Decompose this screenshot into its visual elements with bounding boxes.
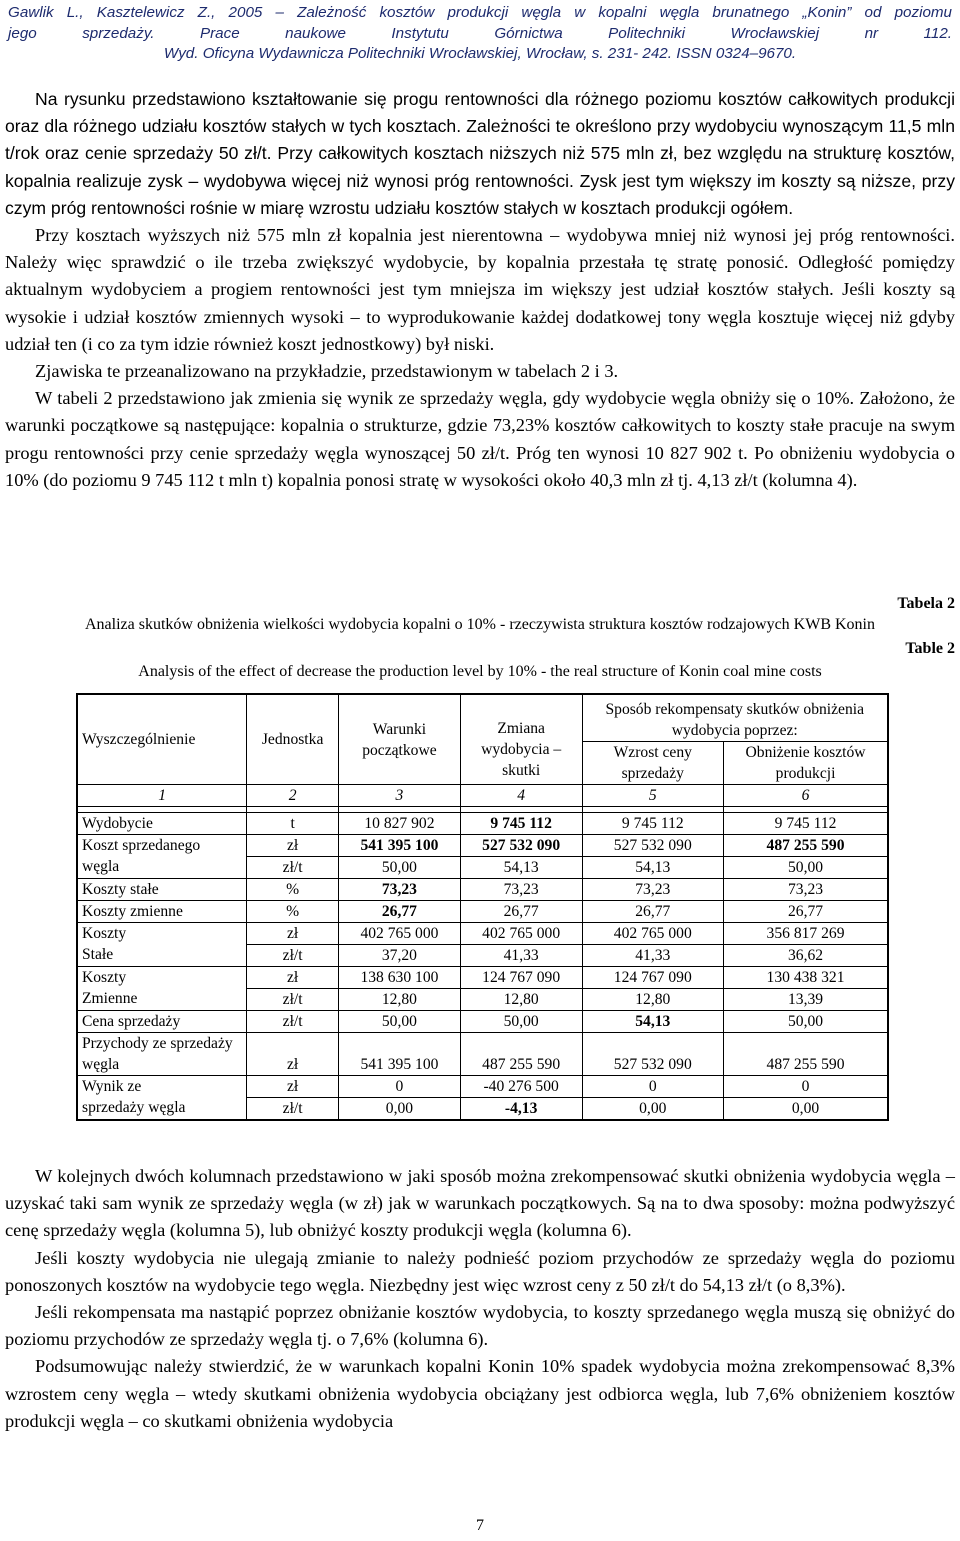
cell: 402 765 000	[460, 923, 582, 945]
citation-line-1: Gawlik L., Kasztelewicz Z., 2005 – Zależność kosztów produkcji węgla w kopalni węgla brunatnego „Konin” od poziomu	[8, 4, 952, 21]
cell: t	[247, 813, 339, 835]
cell: Koszty zmienne	[77, 901, 247, 923]
cell: 487 255 590	[724, 835, 888, 857]
cell	[77, 923, 247, 967]
cell: %	[247, 879, 339, 901]
cell: 5	[582, 785, 724, 807]
data-table	[76, 693, 889, 1121]
cell: 541 395 100	[339, 835, 461, 857]
paragraph: W tabeli 2 przedstawiono jak zmienia się wynik ze sprzedaży węgla, gdy wydobycie węgla obniży się o 10%. Założono, że warunki początkowe są następujące: kopalnia o strukturze, gdzie 73,23% kosztów całkowitych to koszty stałe pracuje na swym progu rentowności przy cenie sprzedaży węgla wynoszącej 50 zł/t. Próg ten wynosi 10 827 902 t. Po obniżeniu wydobycia o 10% (do poziomu 9 745 112 t mln t) kopalnia ponosi stratę w wysokości około 40,3 mln zł tj. 4,13 zł/t (kolumna 4).	[5, 388, 955, 490]
cell-line: Koszt sprzedanego	[82, 837, 201, 854]
cell: 50,00	[724, 857, 888, 879]
table-row	[77, 879, 888, 901]
cell: 73,23	[339, 879, 461, 901]
cell-line: węgla	[82, 858, 120, 875]
paragraph: Przy kosztach wyższych niż 575 mln zł kopalnia jest nierentowna – wydobywa mniej niż wynosi jej próg rentowności. Należy więc sprawdzić o ile trzeba zwiększyć wydobycie, by kopalnia przestała tę stratę ponosić. Odległość pomiędzy aktualnym wydobyciem a progiem rentowności jest tym mniejsza im większy jest udział kosztów stałych. Jeśli koszty są wysokie i udział kosztów zmiennych wysoki – to wyprodukowanie każdej dodatkowej tony węgla kosztuje więcej niż gdyby udział ten (i co za tym idzie również koszt jednostkowy) był niski.	[5, 225, 955, 354]
cell-line: Wynik ze	[82, 1078, 142, 1095]
cell: zł	[247, 923, 339, 945]
paragraph: Jeśli koszty wydobycia nie ulegają zmianie to należy podnieść poziom przychodów ze sprzedaży węgla do poziomu ponoszonych kosztów na wydobycie tego węgla. Niezbędny jest więc wzrost ceny z 50 zł/t do 54,13 zł/t (o 8,3%).	[5, 1247, 955, 1295]
cell: 50,00	[339, 857, 461, 879]
header-cell: Obniżenie kosztów produkcji	[724, 742, 888, 785]
header-cell: Warunki początkowe	[339, 694, 461, 785]
cell: 356 817 269	[724, 923, 888, 945]
cell: 26,77	[724, 901, 888, 923]
cell: 0	[339, 1076, 461, 1098]
cell: Koszty stałe	[77, 879, 247, 901]
table-row	[77, 785, 888, 807]
cell: zł/t	[247, 1098, 339, 1121]
cell-line: Stałe	[82, 946, 114, 963]
cell: 541 395 100	[339, 1033, 461, 1076]
cell: 487 255 590	[460, 1033, 582, 1076]
cell: 36,62	[724, 945, 888, 967]
cell: 9 745 112	[724, 813, 888, 835]
cell: 527 532 090	[582, 835, 724, 857]
cell: Przychody ze sprzedaży węgla	[77, 1033, 247, 1076]
cell: zł	[247, 1076, 339, 1098]
cell: 12,80	[460, 989, 582, 1011]
cell: 50,00	[460, 1011, 582, 1033]
header-cell: Jednostka	[247, 694, 339, 785]
cell-line: Koszty	[82, 969, 127, 986]
cell: 0	[582, 1076, 724, 1098]
table-row	[77, 1011, 888, 1033]
cell: 9 745 112	[582, 813, 724, 835]
cell	[77, 835, 247, 879]
cell-line: Koszty	[82, 925, 127, 942]
table-row	[77, 923, 888, 945]
cell	[77, 967, 247, 1011]
table-label-en: Table 2	[905, 640, 955, 657]
citation-header	[0, 0, 960, 69]
cell: zł/t	[247, 945, 339, 967]
cell: 124 767 090	[460, 967, 582, 989]
cell: 527 532 090	[582, 1033, 724, 1076]
cell: 402 765 000	[339, 923, 461, 945]
cell: Cena sprzedaży	[77, 1011, 247, 1033]
cell: -40 276 500	[460, 1076, 582, 1098]
paragraph: Na rysunku przedstawiono kształtowanie się progu rentowności dla różnego poziomu kosztów całkowitych produkcji oraz dla różnego udziału kosztów stałych w tych kosztach. Zależności te określono przy wydobyciu wynoszącym 11,5 mln t/rok oraz cenie sprzedaży 50 zł/t. Przy całkowitych kosztach niższych niż 575 mln zł, bez względu na strukturę kosztów, kopalnia realizuje zysk – wydobywa więcej niż wynosi próg rentowności. Zysk jest tym większy im koszty są niższe, przy czym próg rentowności rośnie w miarę wzrostu udziału kosztów stałych w kosztach produkcji ogółem.	[5, 89, 955, 218]
table-row	[77, 813, 888, 835]
cell: 54,13	[582, 857, 724, 879]
cell: -4,13	[460, 1098, 582, 1121]
cell: 9 745 112	[460, 813, 582, 835]
cell: 138 630 100	[339, 967, 461, 989]
cell: 130 438 321	[724, 967, 888, 989]
cell: 41,33	[460, 945, 582, 967]
cell: 26,77	[339, 901, 461, 923]
header-cell: Zmiana wydobycia – skutki	[460, 694, 582, 785]
cell: 0,00	[724, 1098, 888, 1121]
table-row	[77, 967, 888, 989]
table-label-pl: Tabela 2	[897, 595, 955, 612]
cell-line: sprzedaży węgla	[82, 1099, 186, 1116]
cell: 41,33	[582, 945, 724, 967]
cell: zł/t	[247, 989, 339, 1011]
cell: 54,13	[460, 857, 582, 879]
cell: 1	[77, 785, 247, 807]
cell: 3	[339, 785, 461, 807]
table-row	[77, 1076, 888, 1098]
paragraph: Podsumowując należy stwierdzić, że w warunkach kopalni Konin 10% spadek wydobycia można zrekompensować 8,3% wzrostem ceny węgla – wtedy skutkami obniżenia wydobycia obciążany jest odbiorca węgla, lub 7,6% obniżeniem kosztów produkcji węgla – co skutkami obniżenia wydobycia	[5, 1356, 955, 1431]
cell: %	[247, 901, 339, 923]
cell: 12,80	[582, 989, 724, 1011]
cell: Wydobycie	[77, 813, 247, 835]
cell: 26,77	[582, 901, 724, 923]
cell: 73,23	[724, 879, 888, 901]
page-number: 7	[476, 1517, 484, 1534]
cell-line: Zmienne	[82, 990, 138, 1007]
cell: 124 767 090	[582, 967, 724, 989]
table-title-pl: Analiza skutków obniżenia wielkości wydobycia kopalni o 10% - rzeczywista struktura kosztów rodzajowych KWB Konin	[84, 616, 875, 633]
cell: 527 532 090	[460, 835, 582, 857]
cell: 10 827 902	[339, 813, 461, 835]
table-header-row	[77, 694, 888, 742]
body-text-bottom	[5, 1163, 955, 1435]
cell: 0,00	[339, 1098, 461, 1121]
cell: zł	[247, 835, 339, 857]
cell: 487 255 590	[724, 1033, 888, 1076]
cell: 73,23	[582, 879, 724, 901]
cell: 13,39	[724, 989, 888, 1011]
header-group-cell: Sposób rekompensaty skutków obniżenia wydobycia poprzez:	[582, 694, 888, 742]
cell: 50,00	[339, 1011, 461, 1033]
cell: 2	[247, 785, 339, 807]
citation-line-2: jego sprzedaży. Prace naukowe Instytutu Górnictwa Politechniki Wrocławskiej nr 112.	[8, 24, 952, 42]
cell: 37,20	[339, 945, 461, 967]
cell	[77, 1076, 247, 1121]
header-cell: Wyszczególnienie	[77, 694, 247, 785]
cell: 0,00	[582, 1098, 724, 1121]
cell: 402 765 000	[582, 923, 724, 945]
cell: 73,23	[460, 879, 582, 901]
cell: 26,77	[460, 901, 582, 923]
table-title-en: Analysis of the effect of decrease the production level by 10% - the real structure of Konin coal mine costs	[138, 663, 822, 680]
table-row	[77, 835, 888, 857]
citation-line-3: Wyd. Oficyna Wydawnicza Politechniki Wrocławskiej, Wrocław, s. 231- 242. ISSN 0324–9670.	[163, 45, 797, 62]
cell: zł	[247, 1033, 339, 1076]
table-row	[77, 1033, 888, 1076]
cell: 12,80	[339, 989, 461, 1011]
cell: zł/t	[247, 857, 339, 879]
table-row	[77, 901, 888, 923]
cell: zł	[247, 967, 339, 989]
cell: 6	[724, 785, 888, 807]
paragraph: Zjawiska te przeanalizowano na przykładzie, przedstawionym w tabelach 2 i 3.	[35, 361, 619, 382]
cell: zł/t	[247, 1011, 339, 1033]
cell: 54,13	[582, 1011, 724, 1033]
paragraph: Jeśli rekompensata ma nastąpić poprzez obniżanie kosztów wydobycia, to koszty sprzedanego węgla muszą się obniżyć do poziomu przychodów ze sprzedaży węgla tj. o 7,6% (kolumna 6).	[5, 1302, 955, 1350]
cell: 4	[460, 785, 582, 807]
cell: 0	[724, 1076, 888, 1098]
header-cell: Wzrost ceny sprzedaży	[582, 742, 724, 785]
cell: 50,00	[724, 1011, 888, 1033]
body-text-top	[5, 86, 955, 494]
paragraph: W kolejnych dwóch kolumnach przedstawiono w jaki sposób można zrekompensować skutki obniżenia wydobycia węgla – uzyskać taki sam wynik ze sprzedaży węgla (w zł) jak w warunkach początkowych. Są na to dwa sposoby: można podwyższyć cenę sprzedaży węgla (kolumna 5), lub obniżyć koszty produkcji węgla (kolumna 6).	[5, 1166, 955, 1241]
